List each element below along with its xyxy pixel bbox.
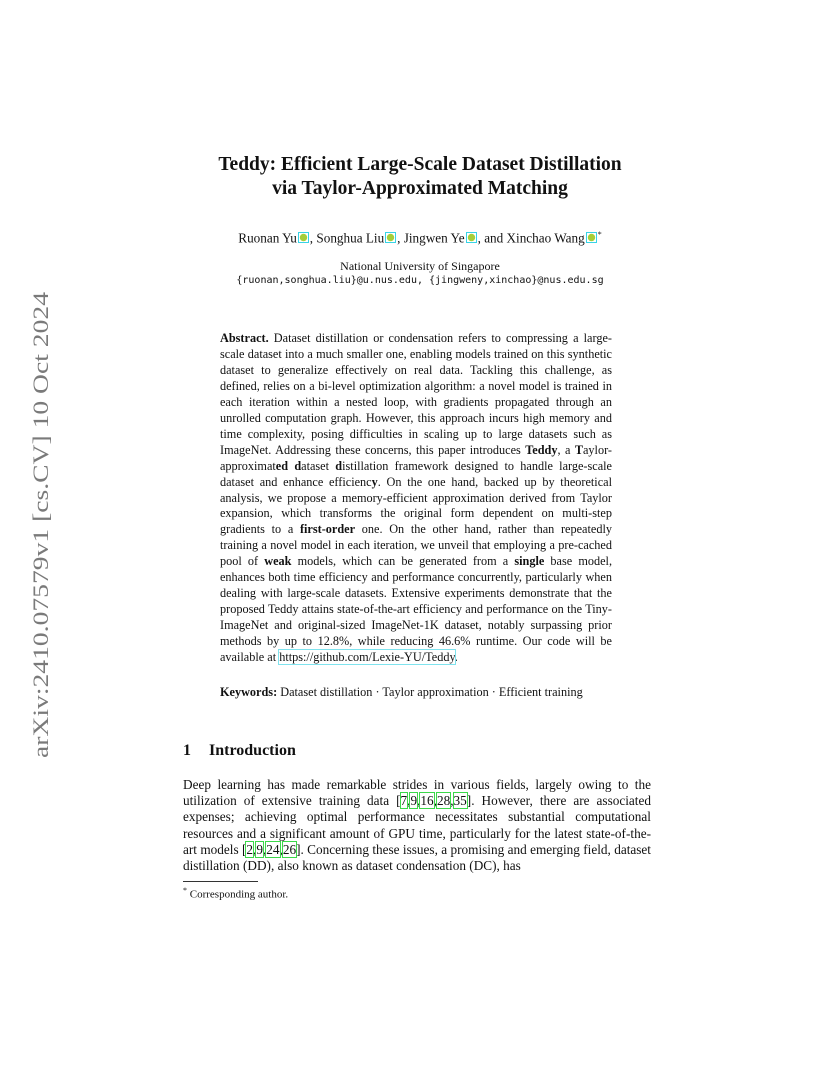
orcid-icon[interactable]	[586, 232, 597, 243]
footnote-divider	[183, 881, 258, 882]
code-repo-link[interactable]: https://github.com/Lexie-YU/Teddy	[279, 650, 455, 665]
section-number: 1	[183, 742, 191, 759]
orcid-icon[interactable]	[298, 232, 309, 243]
footnote-text: Corresponding author.	[187, 888, 289, 901]
section-heading-introduction	[183, 742, 296, 760]
author-emails: {ruonan,songhua.liu}@u.nus.edu, {jingweny,xinchao}@nus.edu.sg	[236, 275, 604, 286]
paper-title	[120, 153, 720, 201]
citation-link[interactable]: 26	[282, 841, 297, 857]
author-name: Jingwen Ye	[403, 230, 465, 246]
citation-link[interactable]: 9	[256, 841, 263, 857]
author-name: and Xinchao Wang	[484, 230, 585, 246]
abstract-label: Abstract.	[220, 331, 269, 345]
citation-link[interactable]: 16	[420, 793, 434, 809]
citation-link[interactable]: 35	[453, 793, 467, 809]
author-name: Ruonan Yu	[238, 230, 297, 246]
author-name: Songhua Liu	[316, 230, 385, 246]
footnote	[183, 886, 288, 901]
arxiv-identifier-stamp	[18, 290, 58, 760]
orcid-icon[interactable]	[385, 232, 396, 243]
affiliation: National University of Singapore	[340, 259, 500, 273]
title-line-1: Teddy: Efficient Large-Scale Dataset Distillation	[218, 154, 622, 175]
abstract: Abstract. Dataset distillation or condensation refers to compressing a large-scale dataset into a much smaller one, enabling models trained on this synthetic dataset to generalize effectively on real data. Tackling this challenge, as defined, relies on a bi-level optimization algorithm: a novel model is trained in each iteration within a nested loop, with gradients propagated through an unrolled computation graph. However, this approach incurs high memory and time complexity, posing difficulties in scaling up to large datasets such as ImageNet. Addressing these concerns, this paper introduces Teddy, a Taylor-approximated dataset distillation framework designed to handle large-scale dataset and enhance efficiency. On the one hand, backed up by theoretical analysis, we propose a memory-efficient approximation derived from Taylor expansion, which transforms the original form dependent on multi-step gradients to a first-order one. On the other hand, rather than repeatedly training a novel model in each iteration, we unveil that employing a pre-cached pool of weak models, which can be generated from a single base model, enhances both time efficiency and performance concurrently, particularly when dealing with large-scale datasets. Extensive experiments demonstrate that the proposed Teddy attains state-of-the-art efficiency and performance on the Tiny-ImageNet and original-sized ImageNet-1K dataset, notably surpassing prior methods by up to 12.8%, while reducing 46.6% runtime. Our code will be available at https://github.com/Lexie-YU/Teddy.	[220, 331, 613, 665]
citation-link[interactable]: 2	[246, 841, 254, 857]
citation-link[interactable]: 7	[400, 793, 408, 809]
keywords: Keywords: Dataset distillation · Taylor approximation · Efficient training	[220, 685, 583, 699]
citation-link[interactable]: 9	[410, 793, 418, 809]
footnote-mark: *	[183, 886, 187, 895]
arxiv-id-text: arXiv:2410.07579v1 [cs.CV] 10 Oct 2024	[28, 386, 53, 758]
citation-link[interactable]: 24	[266, 841, 280, 857]
intro-paragraph: Deep learning has made remarkable strides in various fields, largely owing to the utilization of extensive training data [7,9,16,28,35]. However, there are associated expenses; achieving optimal performance necessitates substantial computational resources and a significant amount of GPU time, particularly for the latest state-of-the-art models [2,9,24,26]. Concerning these issues, a promising and emerging field, dataset distillation (DD), also known as dataset condensation (DC), has	[183, 777, 651, 874]
citation-link[interactable]: 28	[436, 793, 451, 809]
corresponding-mark: *	[597, 230, 602, 239]
section-title: Introduction	[209, 742, 296, 759]
keywords-label: Keywords:	[220, 685, 278, 699]
author-list: Ruonan Yu , Songhua Liu , Jingwen Ye , and Xinchao Wang *	[238, 230, 602, 246]
title-line-2: via Taylor-Approximated Matching	[272, 178, 568, 199]
orcid-icon[interactable]	[466, 232, 477, 243]
